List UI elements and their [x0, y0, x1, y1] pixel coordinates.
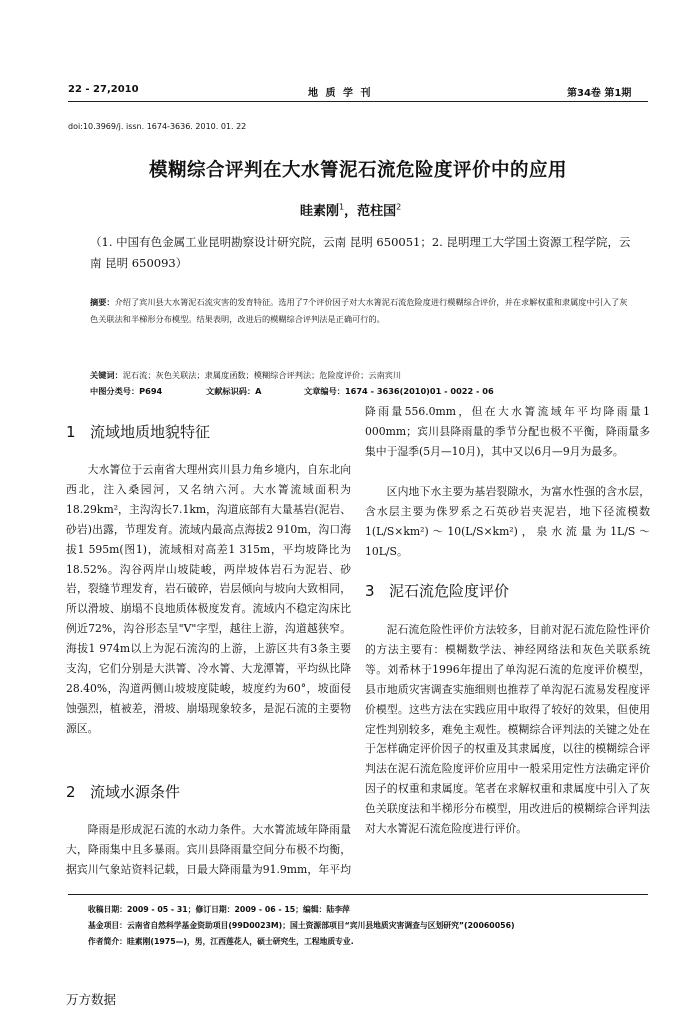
section-2-title: 流域水源条件 [90, 783, 181, 801]
section-1-heading [66, 423, 351, 443]
article-number-label: 文章编号： [304, 385, 345, 396]
affiliations: （1. 中国有色金属工业昆明勘察设计研究院，云南 昆明 650051；2. 昆明理工大学国土资源工程学院，云南 昆明 650093） [90, 235, 631, 270]
section-1-body [66, 460, 351, 739]
doi: doi:10.3969/j. issn. 1674-3636. 2010. 01. 22 [68, 122, 247, 131]
section-2-paragraph-2: 区内地下水主要为基岩裂隙水，为富水性强的含水层，含水层主要为侏罗系之石英砂岩夹泥岩，地下径流模数1(L/S×km²)～10(L/S×km²)，泉水流量为1L/S～10L/S。 [365, 485, 650, 558]
section-3-body [365, 620, 650, 839]
keywords-row [90, 368, 635, 384]
section-1-paragraph: 大水箐位于云南省大理州宾川县力角乡境内，自东北向西北，注入桑园河，又名纳六河。大水箐流域面积为18.29km²，主沟沟长7.1km，沟道底部有大量基岩(泥岩、砂岩)出露，节理发育。流域内最高点海拔2 910m，沟口海拔1 595m(图1)，流域相对高差1 315m，平均坡降比为18.52%。沟谷两岸山坡陡峻，两岸坡体岩石为泥岩、砂岩，裂缝节理发育，岩石破碎，岩层倾向与坡向大致相同，所以滑坡、崩塌不良地质体极度发育。流域内不稳定沟床比例近72%，沟谷形态呈"V"字型，越往上游，沟道越狭窄。海拔1 974m以上为泥石流沟的上游，上游区共有3条主要支沟，它们分别是大洪箐、冷水箐、大龙潭箐，平均纵比降28.40%，沟道两侧山坡坡度陡峻，坡度约为60°，坡面侵蚀强烈，植被差，滑坡、崩塌现象较多，是泥石流的主要物源区。 [66, 463, 351, 735]
author-1: 眭素刚 [300, 204, 340, 219]
section-2-heading [66, 783, 351, 803]
keywords-text: 泥石流；灰色关联法；隶属度函数；模糊综合评判法；危险度评价；云南宾川 [122, 370, 402, 380]
header-rule [68, 101, 648, 102]
journal-name: 地 质 学 刊 [308, 88, 373, 99]
section-3-number: 3 [365, 582, 375, 600]
author-2-affil-mark: 2 [396, 202, 402, 212]
author-separator: ， [344, 204, 358, 219]
footnotes [88, 902, 648, 950]
author-2: 范柱国 [357, 204, 397, 219]
page-range-year: 22 - 27,2010 [68, 84, 139, 95]
authors [300, 200, 401, 219]
volume-issue: 第34卷 第1期 [567, 88, 632, 99]
classification-row [90, 384, 635, 400]
abstract [90, 294, 635, 328]
clc-label: 中图分类号： [90, 385, 140, 396]
article-number-value: 1674 - 3636(2010)01 - 0022 - 06 [344, 385, 494, 396]
doc-code-value: A [255, 385, 262, 396]
footnote-fund: 基金项目：云南省自然科学基金资助项目(99D0023M)；国土资源部项目“宾川县地质灾害调查与区划研究”(20060056) [88, 921, 515, 930]
section-3-heading [365, 582, 650, 602]
section-3-paragraph: 泥石流危险性评价方法较多，目前对泥石流危险性评价的方法主要有：模糊数学法、神经网络法和灰色关联系统等。刘希林于1996年提出了单沟泥石流的危度评价模型，县市地质灾害调查实施细则也推荐了单沟泥石流易发程度评价模型。这些方法在实践应用中取得了较好的效果，但使用定性判别较多，难免主观性。模糊综合评判法的关键之处在于怎样确定评价因子的权重及其隶属度，以往的模糊综合评判法在泥石流危险度评价应用中一般采用定性方法确定评价因子的权重和隶属度。笔者在求解权重和隶属度中引入了灰色关联度法和半梯形分布模型，用改进后的模糊综合评判法对大水箐泥石流危险度进行评价。 [365, 623, 650, 836]
clc-value: P694 [139, 385, 163, 396]
footnote-rule [68, 894, 648, 895]
section-2-paragraph-1: 降雨是形成泥石流的水动力条件。大水箐流域年降雨量大，降雨集中且多暴雨。宾川县降雨量空间分布极不均衡，据宾川气象站资料记载，日最大降雨量为91.9mm，年平均 [66, 823, 351, 876]
section-2-heading-wrap [66, 783, 351, 803]
section-1-number: 1 [66, 423, 76, 441]
section-2-number: 2 [66, 783, 76, 801]
abstract-text: 介绍了宾川县大水箐泥石流灾害的发育特征。选用了7个评价因子对大水箐泥石流危险度进行模糊综合评价，并在求解权重和隶属度中引入了灰色关联法和半梯形分布模型。结果表明，改进后的模糊综合评判法是正确可行的。 [90, 297, 628, 324]
section-2-paragraph-1-continued: 降雨量556.0mm，但在大水箐流域年平均降雨量1 000mm；宾川县降雨量的季节分配也极不平衡，降雨量多集中于湿季(5月—10月)，其中又以6月—9月为最多。 [365, 404, 650, 458]
section-2-continuation [365, 402, 650, 482]
section-2-body-left [66, 820, 351, 880]
doc-code-label: 文献标识码： [206, 385, 256, 396]
footnote-dates: 收稿日期：2009 - 05 - 31；修订日期：2009 - 06 - 15；编辑：陆李萍 [88, 905, 350, 914]
watermark: 万方数据 [66, 992, 117, 1007]
article-meta [90, 368, 635, 399]
section-1-heading-wrap [66, 423, 351, 443]
footnote-author: 作者简介：眭素刚(1975—)，男，江西莲花人，硕士研究生，工程地质专业. [88, 937, 354, 946]
section-3-title: 泥石流危险度评价 [389, 582, 510, 600]
keywords-label: 关键词： [90, 370, 123, 380]
abstract-label: 摘要： [90, 297, 115, 307]
section-1-title: 流域地质地貌特征 [90, 423, 211, 441]
section-3-heading-wrap [365, 582, 650, 602]
paper-title: 模糊综合评判在大水箐泥石流危险度评价中的应用 [148, 160, 567, 181]
author-1-affil-mark: 1 [339, 202, 345, 212]
section-2-body-right [365, 482, 650, 562]
